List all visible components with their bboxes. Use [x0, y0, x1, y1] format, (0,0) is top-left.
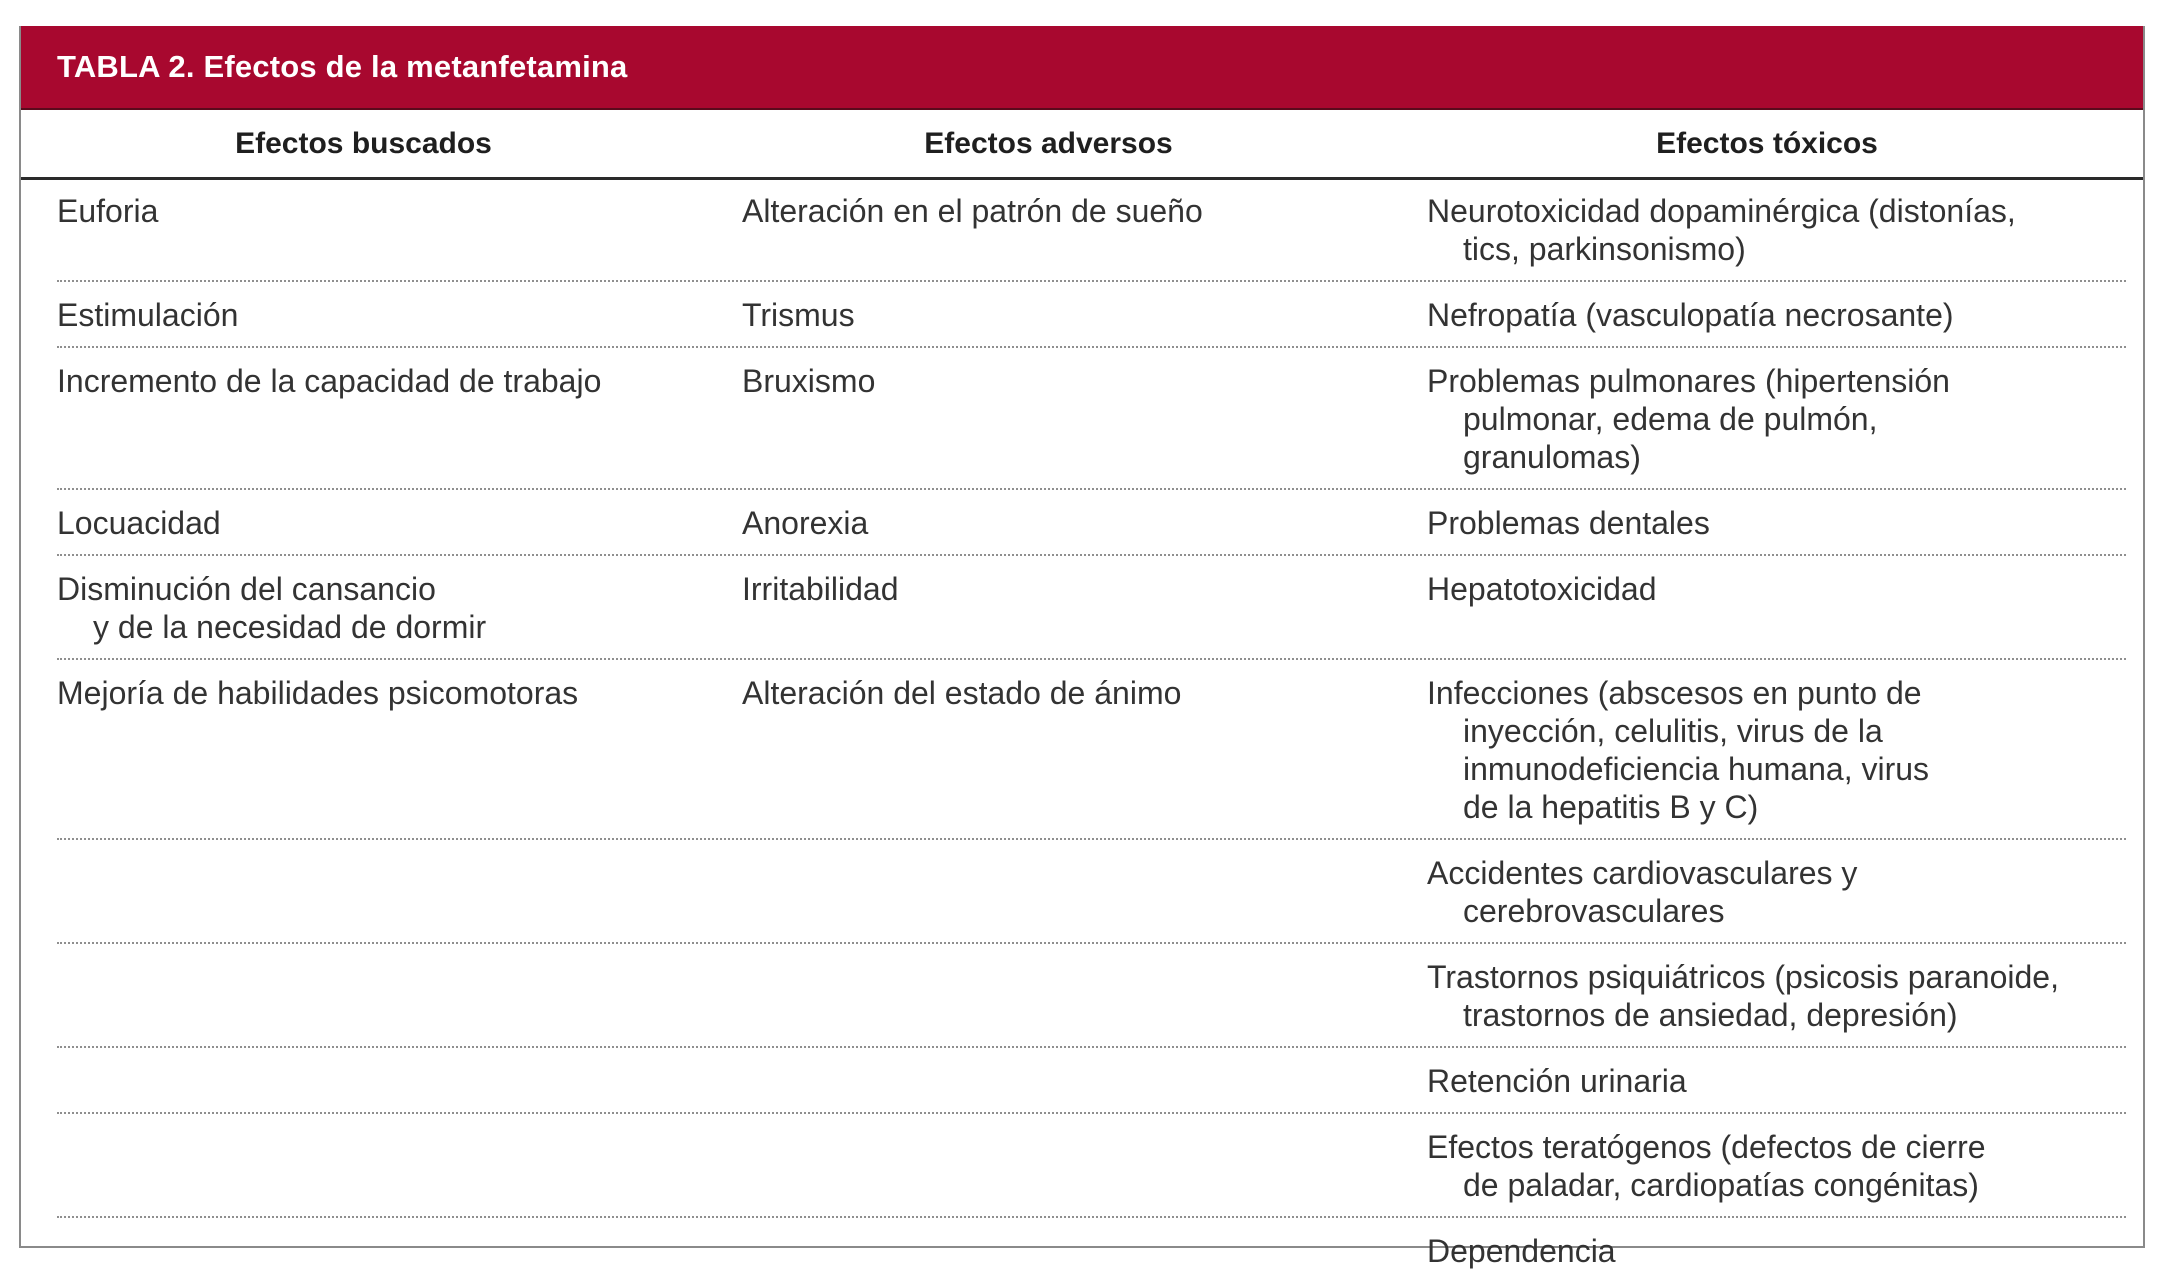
cell-buscados: Incremento de la capacidad de trabajo — [57, 363, 602, 399]
cell-adversos: Alteración en el patrón de sueño — [742, 193, 1203, 229]
cell-toxicos: Trastornos psiquiátricos (psicosis paranoide, trastornos de ansiedad, depresión) — [1427, 959, 2059, 1033]
cell-toxicos: Accidentes cardiovasculares y cerebrovasculares — [1427, 855, 1858, 929]
cell-adversos: Trismus — [742, 297, 855, 333]
cell-adversos — [742, 1232, 1427, 1270]
cell-toxicos: Nefropatía (vasculopatía necrosante) — [1427, 297, 1954, 333]
cell-buscados — [57, 958, 742, 1034]
cell-adversos: Bruxismo — [742, 363, 876, 399]
cell-buscados — [57, 1232, 742, 1270]
cell-toxicos: Dependencia — [1427, 1233, 1616, 1269]
cell-adversos — [742, 854, 1427, 930]
cell-toxicos: Neurotoxicidad dopaminérgica (distonías, tics, parkinsonismo) — [1427, 193, 2016, 267]
table-row — [57, 348, 2126, 490]
table-row — [57, 1114, 2126, 1218]
cell-toxicos: Problemas pulmonares (hipertensión pulmonar, edema de pulmón, granulomas) — [1427, 363, 1950, 475]
cell-toxicos: Efectos teratógenos (defectos de cierre de paladar, cardiopatías congénitas) — [1427, 1129, 1986, 1203]
header-efectos-adversos: Efectos adversos — [924, 126, 1173, 160]
table-row — [57, 556, 2126, 660]
effects-table — [19, 26, 2145, 1269]
table-row — [57, 1218, 2126, 1282]
header-efectos-buscados: Efectos buscados — [235, 126, 492, 160]
cell-adversos — [742, 958, 1427, 1034]
cell-adversos — [742, 1062, 1427, 1100]
table-body — [21, 180, 2143, 1282]
table-row — [57, 840, 2126, 944]
cell-buscados — [57, 854, 742, 930]
cell-buscados: Euforia — [57, 193, 159, 229]
cell-adversos: Anorexia — [742, 505, 869, 541]
cell-buscados: Locuacidad — [57, 505, 221, 541]
table-row — [57, 180, 2126, 282]
table-row — [57, 282, 2126, 348]
table-row — [57, 490, 2126, 556]
table-row — [57, 660, 2126, 840]
cell-toxicos: Hepatotoxicidad — [1427, 571, 1657, 607]
cell-buscados: Estimulación — [57, 297, 239, 333]
cell-buscados — [57, 1062, 742, 1100]
cell-buscados: Mejoría de habilidades psicomotoras — [57, 675, 579, 711]
header-efectos-toxicos: Efectos tóxicos — [1656, 126, 1878, 160]
cell-adversos: Alteración del estado de ánimo — [742, 675, 1182, 711]
cell-adversos: Irritabilidad — [742, 571, 899, 607]
cell-adversos — [742, 1128, 1427, 1204]
cell-toxicos: Problemas dentales — [1427, 505, 1710, 541]
cell-buscados: Disminución del cansancio y de la necesidad de dormir — [57, 571, 487, 645]
table-row — [57, 944, 2126, 1048]
table-header-row — [21, 110, 2143, 180]
table-row — [57, 1048, 2126, 1114]
cell-toxicos: Infecciones (abscesos en punto de inyección, celulitis, virus de la inmunodeficiencia humana, virus de la hepatitis B y C) — [1427, 675, 1930, 825]
cell-buscados — [57, 1128, 742, 1204]
cell-toxicos: Retención urinaria — [1427, 1063, 1687, 1099]
table-title: TABLA 2. Efectos de la metanfetamina — [21, 26, 2143, 110]
